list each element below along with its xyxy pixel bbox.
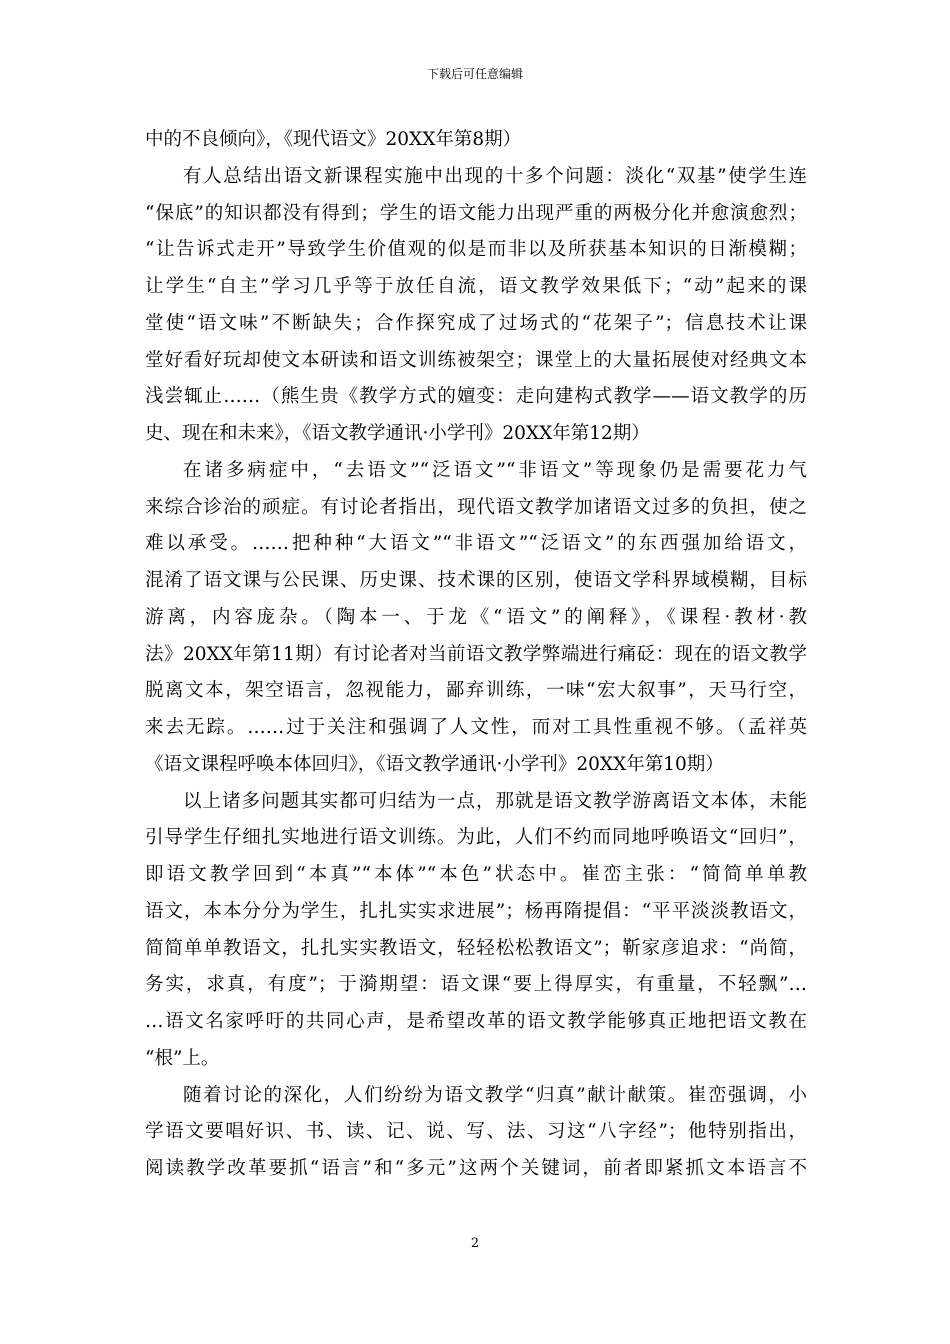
- text-line: 脱离文本，架空语言，忽视能力，鄙弃训练，一味“宏大叙事”，天马行空，: [145, 680, 807, 702]
- text-line: 务实，求真，有度”；于漪期望：语文课“要上得厚实，有重量，不轻飘”…: [145, 974, 807, 996]
- text-line: “保底”的知识都没有得到；学生的语文能力出现严重的两极分化并愈演愈烈；: [145, 202, 807, 224]
- paragraph-first-line: 有人总结出语文新课程实施中出现的十多个问题：淡化“双基”使学生连: [183, 165, 807, 187]
- text-line: 让学生“自主”学习几乎等于放任自流，语文教学效果低下；“动”起来的课: [145, 276, 807, 297]
- text-line: “让告诉式走开”导致学生价值观的似是而非以及所获基本知识的日渐模糊；: [145, 239, 807, 261]
- text-line: 史、现在和未来》，《语文教学通讯·小学刊》20XX年第12期）: [145, 423, 650, 444]
- text-line: 阅读教学改革要抓“语言”和“多元”这两个关键词，前者即紧抓文本语言不: [145, 1158, 807, 1179]
- page-header: 下载后可任意编辑: [426, 67, 523, 81]
- text-line: 来去无踪。……过于关注和强调了人文性，而对工具性重视不够。（孟祥英: [145, 717, 807, 738]
- text-line: 难以承受。……把种种“大语文”“非语文”“泛语文”的东西强加给语文，: [145, 533, 807, 555]
- text-line: 中的不良倾向》，《现代语文》20XX年第8期）: [145, 129, 522, 150]
- text-line: 混淆了语文课与公民课、历史课、技术课的区别，使语文学科界域模糊，目标: [145, 570, 807, 591]
- text-line: …语文名家呼吁的共同心声，是希望改革的语文教学能够真正地把语文教在: [145, 1011, 807, 1032]
- text-line: “根”上。: [145, 1047, 220, 1069]
- document-body: [145, 122, 807, 1188]
- text-line: 堂使“语文味”不断缺失；合作探究成了过场式的“花架子”；信息技术让课: [145, 312, 807, 334]
- paragraph-first-line: 以上诸多问题其实都可归结为一点，那就是语文教学游离语文本体，未能: [183, 790, 807, 812]
- paragraph-first-line: 在诸多病症中，“去语文”“泛语文”“非语文”等现象仍是需要花力气: [183, 459, 807, 481]
- text-line: 《语文课程呼唤本体回归》，《语文教学通讯·小学刊》20XX年第10期）: [145, 753, 724, 775]
- text-line: 堂好看好玩却使文本研读和语文训练被架空；课堂上的大量拓展使对经典文本: [145, 349, 807, 371]
- text-line: 来综合诊治的顽症。有讨论者指出，现代语文教学加诸语文过多的负担，使之: [145, 496, 807, 518]
- paragraph-first-line: 随着讨论的深化，人们纷纷为语文教学“归真”献计献策。崔峦强调，小: [183, 1084, 807, 1106]
- text-line: 引导学生仔细扎实地进行语文训练。为此，人们不约而同地呼唤语文“回归”，: [145, 827, 807, 849]
- text-line: 语文，本本分分为学生，扎扎实实求进展”；杨再隋提倡：“平平淡淡教语文，: [145, 900, 807, 922]
- text-line: 游离，内容庞杂。（陶本一、于龙《“语文”的阐释》，《课程·教材·教: [145, 606, 807, 628]
- text-line: 即语文教学回到“本真”“本体”“本色”状态中。崔峦主张：“简简单单教: [145, 864, 807, 885]
- text-line: 简简单单教语文，扎扎实实教语文，轻轻松松教语文”；靳家彦追求：“尚简，: [145, 937, 807, 959]
- text-line: 学语文要唱好识、书、读、记、说、写、法、习这“八字经”；他特别指出，: [145, 1121, 807, 1143]
- text-line: 法》20XX年第11期）有讨论者对当前语文教学弊端进行痛砭：现在的语文教学: [145, 643, 807, 665]
- page-number: 2: [470, 1236, 480, 1251]
- text-line: 浅尝辄止……（熊生贵《教学方式的嬗变：走向建构式教学——语文教学的历: [145, 386, 807, 408]
